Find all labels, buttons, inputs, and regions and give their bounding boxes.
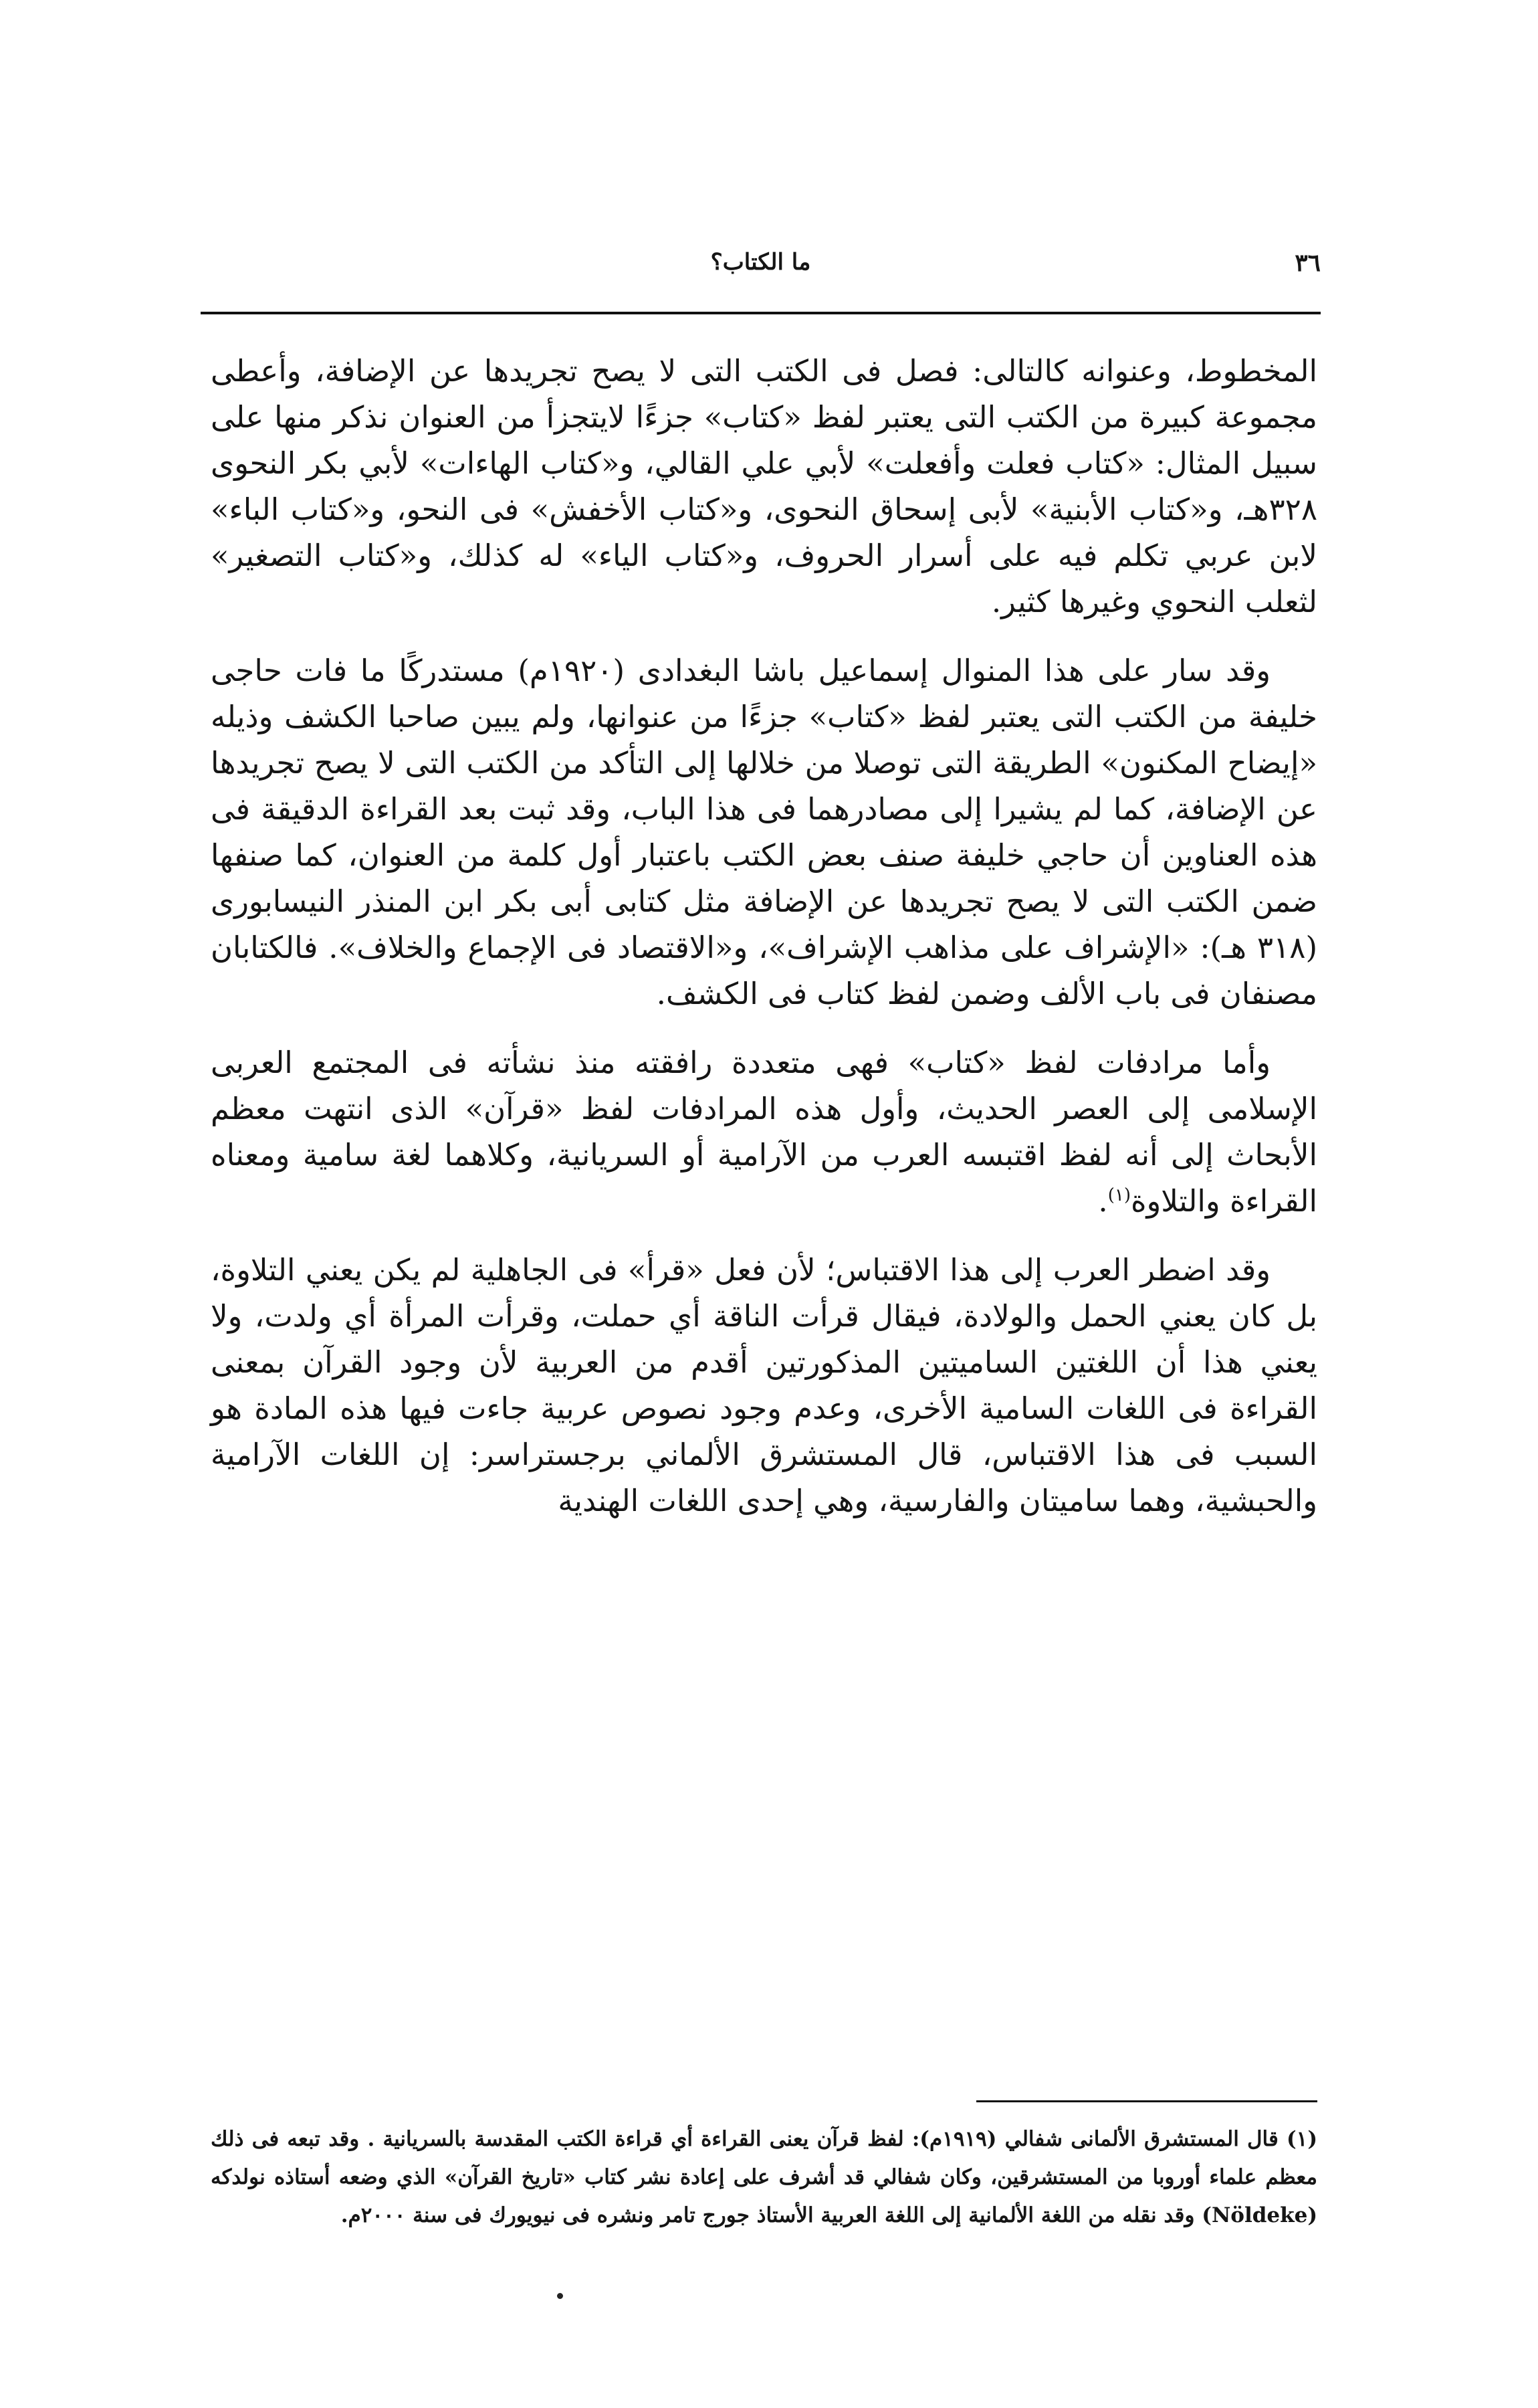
paragraph-3-end: . bbox=[1098, 1183, 1108, 1219]
paragraph-2: وقد سار على هذا المنوال إسماعيل باشا البغدادى (١٩٢٠م) مستدركًا ما فات حاجى خليفة من الكتب التى يعتبر لفظ «كتاب» جزءًا من عنوانها، ولم يبين صاحبا الكشف وذيله «إيضاح المكنون» الطريقة التى توصلا من خلالها إلى التأكد من الكتب التى لا يصح تجريدها عن الإضافة، كما لم يشيرا إلى مصادرهما فى هذا الباب، وقد ثبت بعد القراءة الدقيقة فى هذه العناوين أن حاجي خليفة صنف بعض الكتب باعتبار أول كلمة من العنوان، كما صنفها ضمن الكتب التى لا يصح تجريدها عن الإضافة مثل كتابى أبى بكر ابن المنذر النيسابورى (٣١٨ هـ): «الإشراف على مذاهب الإشراف»، و«الاقتصاد فى الإجماع والخلاف». فالكتابان مصنفان فى باب الألف وضمن لفظ كتاب فى الكشف. bbox=[211, 653, 1317, 1011]
footnote-divider bbox=[976, 2100, 1317, 2102]
page-number: ٣٦ bbox=[1295, 249, 1321, 277]
running-title: ما الكتاب؟ bbox=[710, 249, 811, 276]
running-header bbox=[201, 249, 1321, 289]
body-text bbox=[211, 348, 1317, 1546]
paragraph-4: وقد اضطر العرب إلى هذا الاقتباس؛ لأن فعل «قرأ» فى الجاهلية لم يكن يعني التلاوة، بل كان يعني الحمل والولادة، فيقال قرأت الناقة أي حملت، وقرأت المرأة أي ولدت، ولا يعني هذا أن اللغتين الساميتين المذكورتين أقدم من العربية لأن وجود القرآن بمعنى القراءة فى اللغات السامية الأخرى، وعدم وجود نصوص عربية جاءت فيها هذه المادة هو السبب فى هذا الاقتباس، قال المستشرق الألماني برجستراسر: إن اللغات الآرامية والحبشية، وهما ساميتان والفارسية، وهي إحدى اللغات الهندية bbox=[211, 1252, 1317, 1518]
paragraph-3 bbox=[211, 1039, 1317, 1224]
footnote-reference: (١) bbox=[1107, 1185, 1131, 1205]
footnote-text: (١) قال المستشرق الألمانى شفالي (١٩١٩م): لفظ قرآن يعنى القراءة أي قراءة الكتب المقدسة بالسريانية . وقد تبعه فى ذلك معظم علماء أوروبا من المستشرقين، وكان شفالي قد أشرف على إعادة نشر كتاب «تاريخ القرآن» الذي وضعه أستاذه نولدكه (Nöldeke) وقد نقله من اللغة الألمانية إلى اللغة العربية الأستاذ جورج تامر ونشره فى نيويورك فى سنة ٢٠٠٠م. bbox=[211, 2127, 1317, 2227]
paragraph-1: المخطوط، وعنوانه كالتالى: فصل فى الكتب التى لا يصح تجريدها عن الإضافة، وأعطى مجموعة كبيرة من الكتب التى يعتبر لفظ «كتاب» جزءًا لايتجزأ من العنوان نذكر منها على سبيل المثال: «كتاب فعلت وأفعلت» لأبي علي القالي، و«كتاب الهاءات» لأبي بكر النحوى ٣٢٨هـ، و«كتاب الأبنية» لأبى إسحاق النحوى، و«كتاب الأخفش» فى النحو، و«كتاب الباء» لابن عربي تكلم فيه على أسرار الحروف، و«كتاب الياء» له كذلك، و«كتاب التصغير» لثعلب النحوي وغيرها كثير. bbox=[211, 353, 1317, 619]
footnote bbox=[211, 2120, 1317, 2235]
paragraph-3-text: وأما مرادفات لفظ «كتاب» فهى متعددة رافقته منذ نشأته فى المجتمع العربى الإسلامى إلى العصر الحديث، وأول هذه المرادفات لفظ «قرآن» الذى انتهت معظم الأبحاث إلى أنه لفظ اقتبسه العرب من الآرامية أو السريانية، وكلاهما لغة سامية ومعناه القراءة والتلاوة bbox=[211, 1045, 1317, 1219]
header-divider bbox=[201, 312, 1321, 314]
page-dot-mark bbox=[557, 2293, 563, 2299]
